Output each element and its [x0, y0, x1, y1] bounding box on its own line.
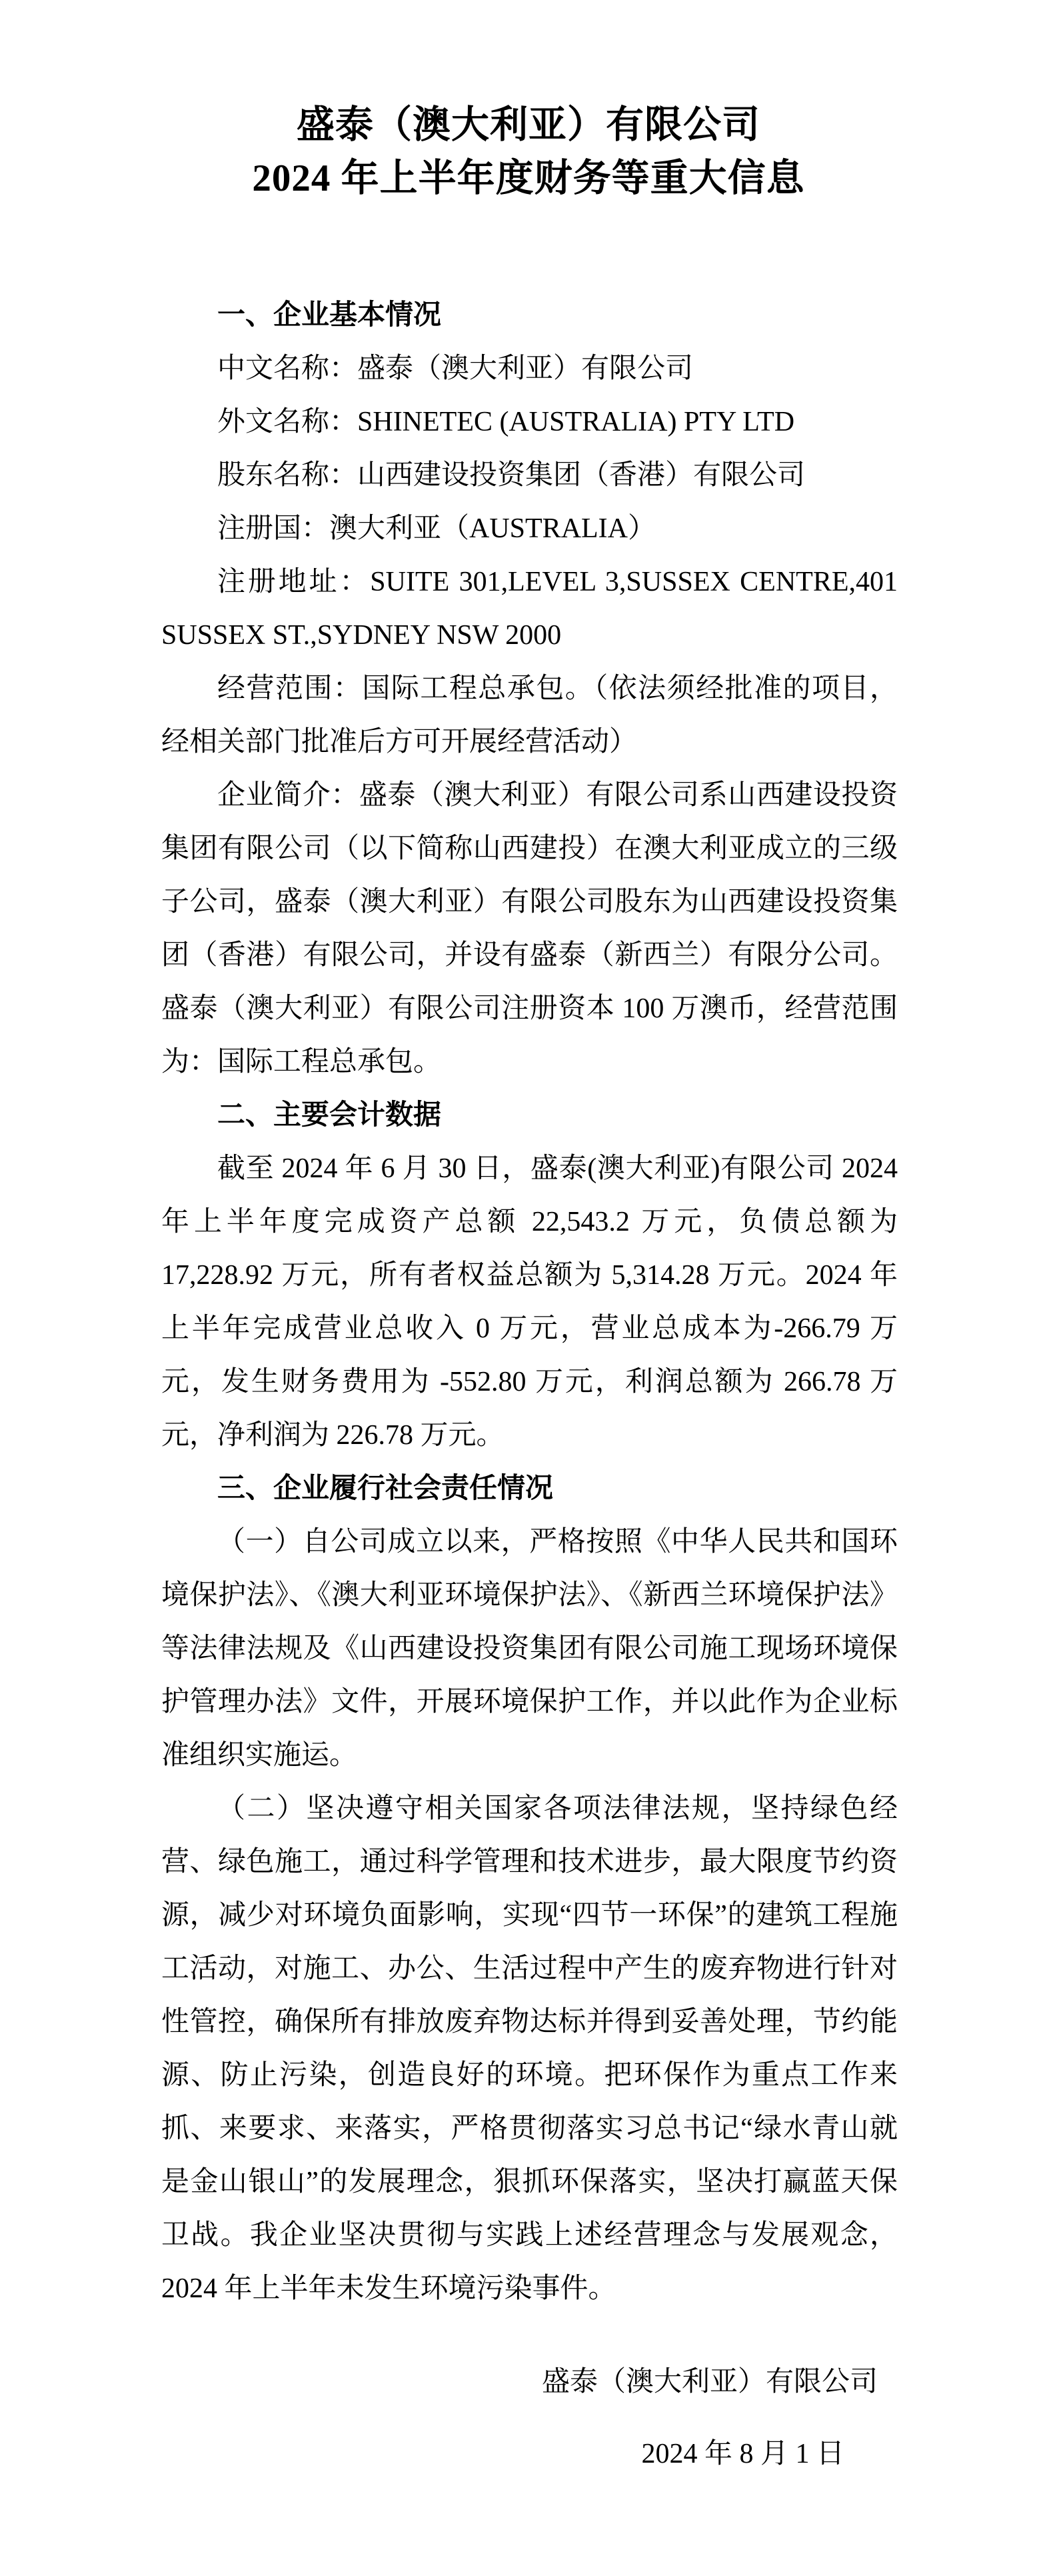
- document-title-line-2: 2024 年上半年度财务等重大信息: [252, 157, 805, 199]
- paragraph: （一）自公司成立以来，严格按照《中华人民共和国环境保护法》、《澳大利亚环境保护法》、《新西兰环境保护法》等法律法规及《山西建设投资集团有限公司施工现场环境保护管理办法》文件，开展环境保护工作，并以此作为企业标准组织实施运。: [161, 1527, 898, 1771]
- paragraph: 企业简介：盛泰（澳大利亚）有限公司系山西建设投资集团有限公司（以下简称山西建投）在澳大利亚成立的三级子公司，盛泰（澳大利亚）有限公司股东为山西建设投资集团（香港）有限公司，并设有盛泰（新西兰）有限分公司。盛泰（澳大利亚）有限公司注册资本 100 万澳币，经营范围为：国际工程总承包。: [161, 780, 898, 1077]
- document-body: [161, 289, 898, 2481]
- paragraph: 注册地址：SUITE 301,LEVEL 3,SUSSEX CENTRE,401 SUSSEX ST.,SYDNEY NSW 2000: [161, 567, 898, 651]
- paragraph: （二）坚决遵守相关国家各项法律法规，坚持绿色经营、绿色施工，通过科学管理和技术进步，最大限度节约资源，减少对环境负面影响，实现“四节一环保”的建筑工程施工活动，对施工、办公、生活过程中产生的废弃物进行针对性管控，确保所有排放废弃物达标并得到妥善处理，节约能源、防止污染，创造良好的环境。把环保作为重点工作来抓、来要求、来落实，严格贯彻落实习总书记“绿水青山就是金山银山”的发展理念，狠抓环保落实，坚决打赢蓝天保卫战。我企业坚决贯彻与实践上述经营理念与发展观念，2024 年上半年未发生环境污染事件。: [161, 1793, 898, 2304]
- section-heading: 三、企业履行社会责任情况: [217, 1473, 554, 1504]
- paragraph: 注册国：澳大利亚（AUSTRALIA）: [217, 513, 656, 544]
- paragraph: 外文名称：SHINETEC (AUSTRALIA) PTY LTD: [217, 407, 795, 437]
- document-title-line-1: 盛泰（澳大利亚）有限公司: [297, 104, 760, 146]
- signature-company: 盛泰（澳大利亚）有限公司: [541, 2367, 878, 2397]
- paragraph: 截至 2024 年 6 月 30 日，盛泰(澳大利亚)有限公司 2024 年上半年度完成资产总额 22,543.2 万元，负债总额为 17,228.92 万元，所有者权益总额为 5,314.28 万元。2024 年上半年完成营业总收入 0 万元，营业总成本为-266.79 万元，发生财务费用为 -552.80 万元，利润总额为 266.78 万元，净利润为 226.78 万元。: [161, 1153, 898, 1451]
- paragraph-list: [161, 289, 898, 2315]
- signature-date: 2024 年 8 月 1 日: [641, 2439, 844, 2469]
- section-heading: 二、主要会计数据: [217, 1100, 442, 1131]
- section-heading: 一、企业基本情况: [217, 300, 442, 331]
- paragraph: 经营范围：国际工程总承包。（依法须经批准的项目，经相关部门批准后方可开展经营活动）: [161, 673, 898, 757]
- paragraph: 中文名称：盛泰（澳大利亚）有限公司: [217, 353, 694, 384]
- signature-block: [161, 2355, 898, 2481]
- paragraph: 股东名称：山西建设投资集团（香港）有限公司: [217, 460, 806, 491]
- document-title: [0, 99, 1057, 205]
